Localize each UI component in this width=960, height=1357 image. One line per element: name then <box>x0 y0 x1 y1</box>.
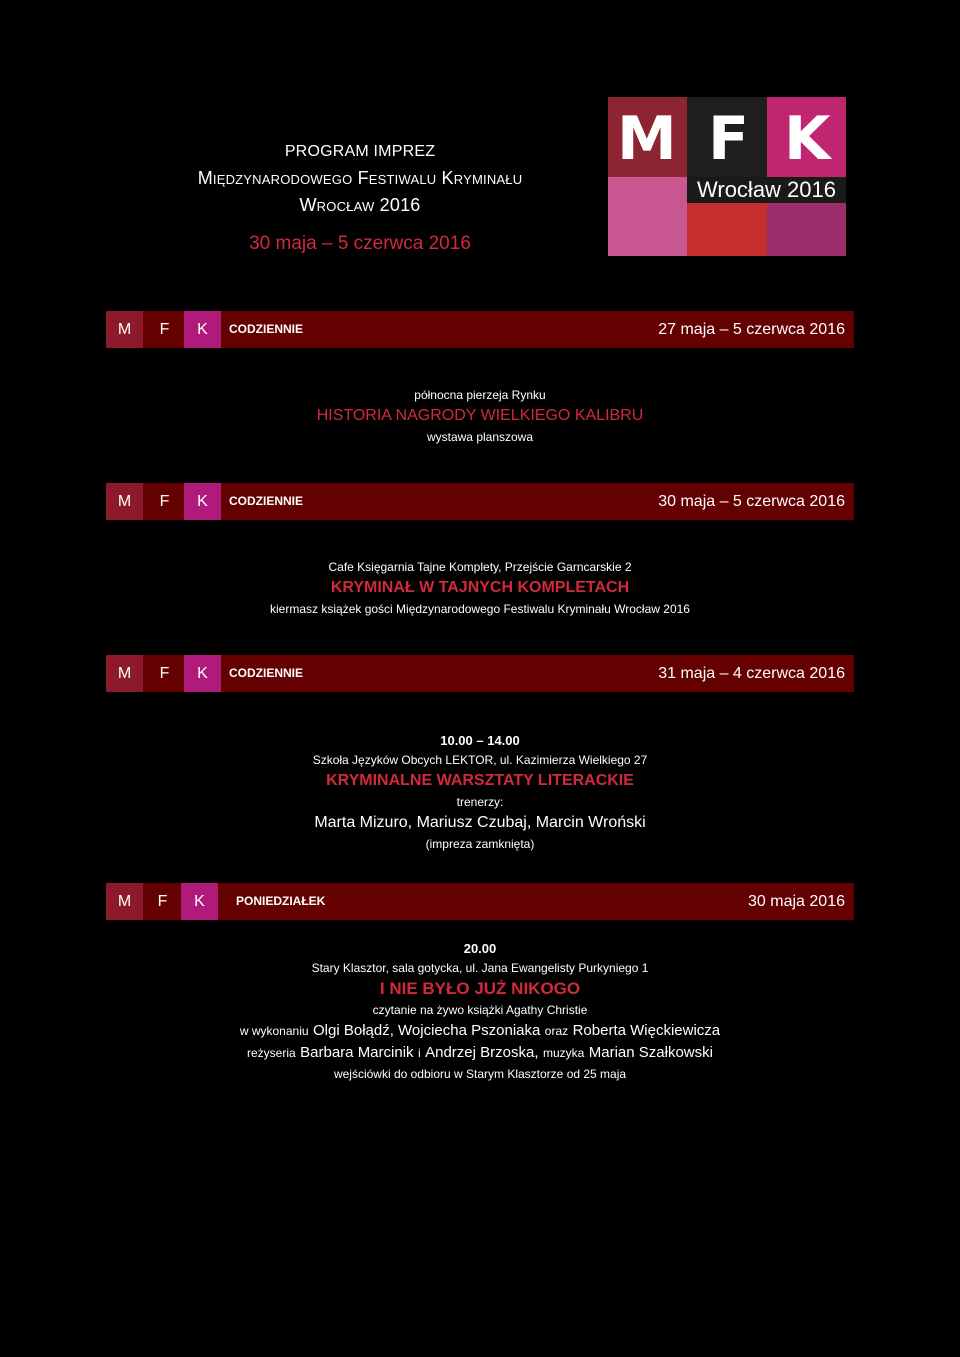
event-description: czytanie na żywo książki Agathy Christie <box>372 1003 588 1017</box>
event-title: I NIE BYŁO JUŻ NIKOGO <box>379 979 581 998</box>
event-time: 10.00 – 14.00 <box>440 733 520 748</box>
event-place: Cafe Księgarnia Tajne Komplety, Przejście Garncarskie 2 <box>328 560 632 574</box>
bar-letter-f: F <box>144 883 181 920</box>
event-place: północna pierzeja Rynku <box>414 388 546 402</box>
schedule-bar-2 <box>106 483 854 520</box>
bar-date-range: 30 maja – 5 czerwca 2016 <box>658 493 845 510</box>
event-place: Stary Klasztor, sala gotycka, ul. Jana Ewangelisty Purkyniego 1 <box>311 961 649 975</box>
bar-letter-m: M <box>106 883 143 920</box>
bar-letter-k: K <box>181 883 218 920</box>
bar-date-range: 27 maja – 5 czerwca 2016 <box>658 321 845 338</box>
program-title-block <box>150 138 570 257</box>
logo-cell-pink <box>608 177 687 256</box>
bar-day: CODZIENNIE <box>229 322 304 336</box>
mfk-logo <box>608 97 846 256</box>
director-b: Andrzej Brzoska, <box>425 1044 539 1061</box>
bar-letter-k: K <box>184 655 221 692</box>
event-description: wystawa planszowa <box>426 430 534 444</box>
bar-letter-m: M <box>106 311 143 348</box>
cast-intro: w wykonaniu <box>239 1024 309 1038</box>
event-crew <box>106 1042 854 1064</box>
event-title: KRYMINAŁ W TAJNYCH KOMPLETACH <box>330 579 630 596</box>
schedule-bar-1 <box>106 311 854 348</box>
program-heading: PROGRAM IMPREZ <box>284 143 436 160</box>
event-cast <box>106 1020 854 1042</box>
festival-city: Wrocław 2016 <box>299 195 421 215</box>
bar-letter-f: F <box>146 311 183 348</box>
event-time: 20.00 <box>463 941 497 956</box>
cast-and: oraz <box>544 1024 569 1038</box>
logo-letter-f: F <box>708 104 749 174</box>
event-note: (impreza zamknięta) <box>425 837 535 851</box>
director-and: i <box>417 1046 421 1060</box>
bar-letter-k: K <box>184 311 221 348</box>
bar-letter-m: M <box>106 655 143 692</box>
bar-letter-f: F <box>146 655 183 692</box>
director-a: Barbara Marcinik <box>300 1044 414 1061</box>
festival-name: Międzynarodowego Festiwalu Kryminału <box>197 168 523 188</box>
logo-cell-purple <box>767 203 846 256</box>
bar-date-range: 31 maja – 4 czerwca 2016 <box>658 665 845 682</box>
event-3 <box>106 732 854 854</box>
event-tickets: wejściówki do odbioru w Starym Klasztorze od 25 maja <box>333 1067 627 1081</box>
event-1 <box>106 385 854 447</box>
bar-date-range: 30 maja 2016 <box>748 893 845 910</box>
event-2 <box>106 557 854 619</box>
event-title: KRYMINALNE WARSZTATY LITERACKIE <box>326 772 634 789</box>
event-label: trenerzy: <box>456 795 504 809</box>
director-label: reżyseria <box>247 1046 296 1060</box>
logo-letter-k: K <box>784 104 831 174</box>
cast-names-b: Roberta Więckiewicza <box>572 1022 721 1039</box>
event-title: HISTORIA NAGRODY WIELKIEGO KALIBRU <box>316 407 644 424</box>
logo-city: Wrocław 2016 <box>687 177 846 203</box>
bar-letter-m: M <box>106 483 143 520</box>
schedule-bar-3 <box>106 655 854 692</box>
cast-names-a: Olgi Bołądź, Wojciecha Pszoniaka <box>313 1022 541 1039</box>
festival-dates: 30 maja – 5 czerwca 2016 <box>249 233 471 254</box>
schedule-bar-4 <box>106 883 854 920</box>
bar-letter-f: F <box>146 483 183 520</box>
music-name: Marian Szałkowski <box>588 1044 713 1061</box>
music-label: muzyka <box>542 1046 585 1060</box>
event-description: kiermasz książek gości Międzynarodowego Festiwalu Kryminału Wrocław 2016 <box>270 602 690 616</box>
bar-day: CODZIENNIE <box>229 666 304 680</box>
event-place: Szkoła Języków Obcych LEKTOR, ul. Kazimierza Wielkiego 27 <box>312 753 648 767</box>
event-4 <box>106 940 854 1084</box>
bar-letter-k: K <box>184 483 221 520</box>
event-trainers: Marta Mizuro, Mariusz Czubaj, Marcin Wroński <box>314 814 646 831</box>
logo-cell-red <box>687 203 767 256</box>
bar-day: PONIEDZIAŁEK <box>236 894 326 908</box>
bar-day: CODZIENNIE <box>229 494 304 508</box>
logo-letter-m: M <box>617 104 677 174</box>
